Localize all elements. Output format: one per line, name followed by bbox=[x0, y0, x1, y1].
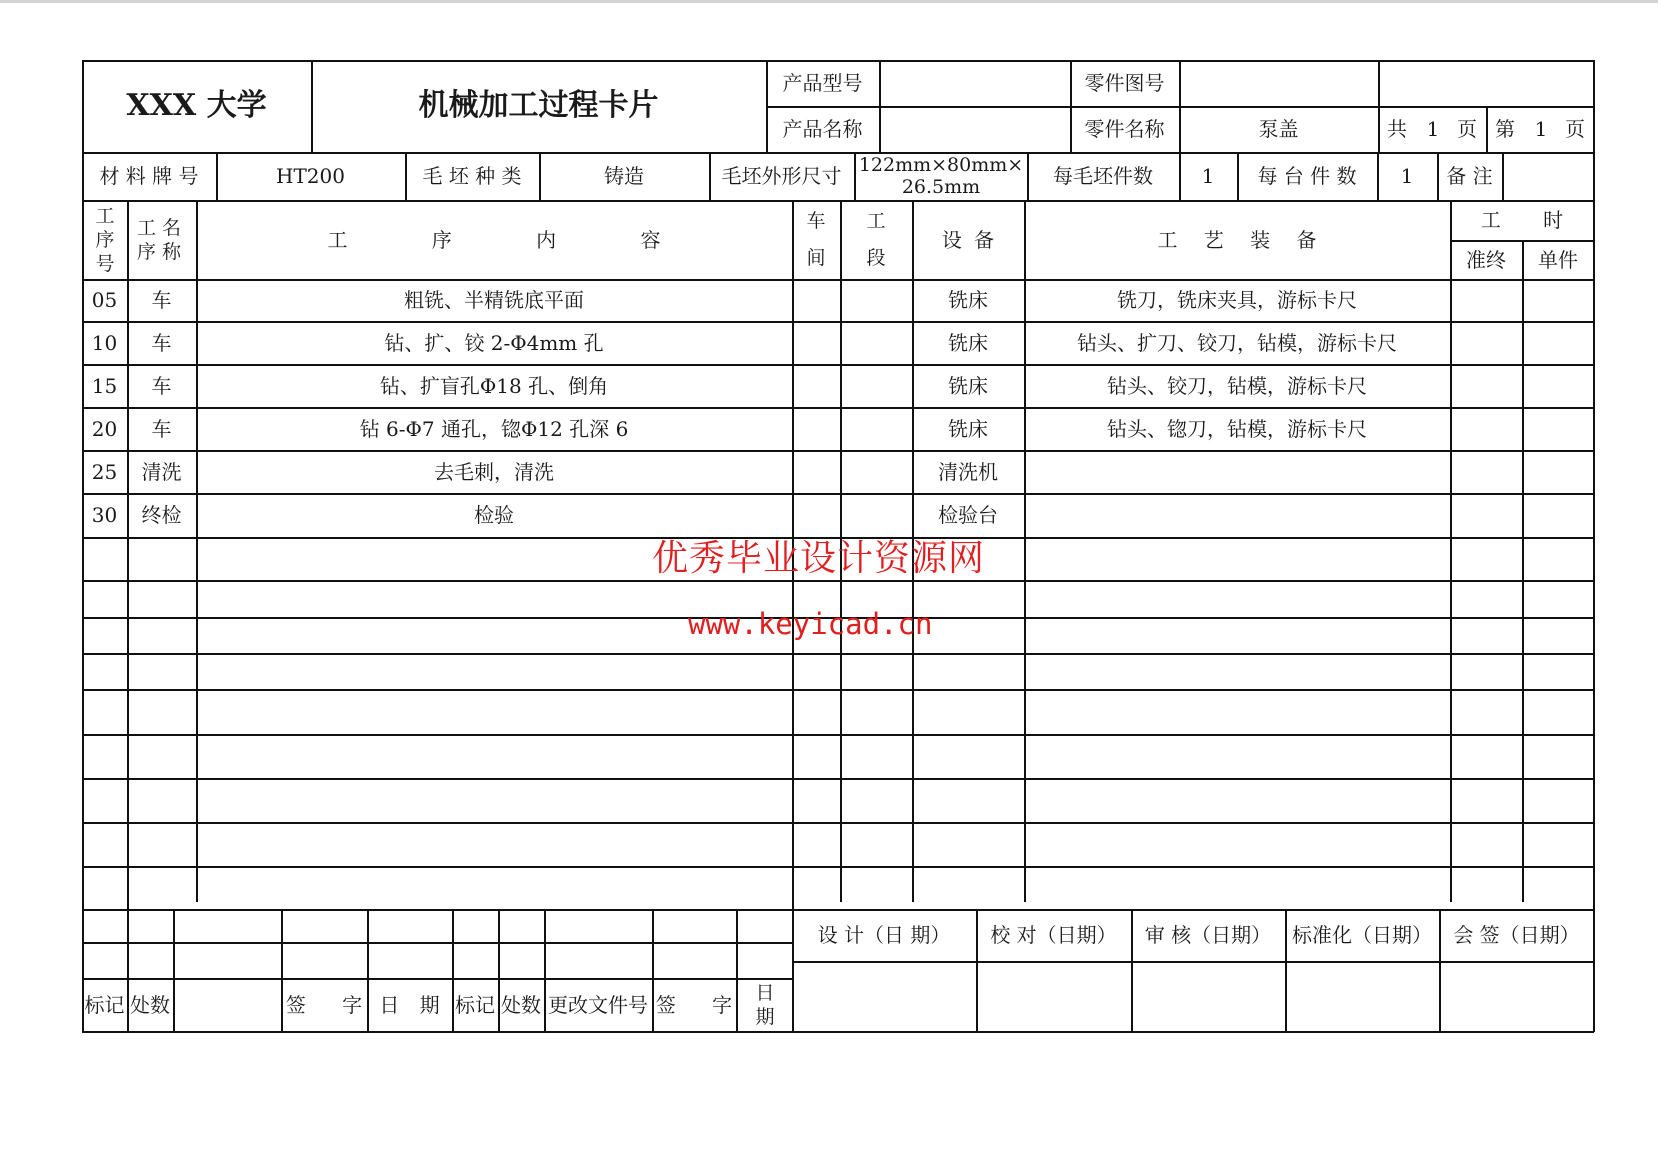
card-title: 机械加工过程卡片 bbox=[418, 88, 659, 123]
part-name-value[interactable]: 泵盖 bbox=[1258, 117, 1299, 141]
current-page-unit: 页 bbox=[1565, 117, 1585, 141]
product-model-value[interactable] bbox=[879, 60, 1070, 106]
footer-standardize-label: 标准化（日期） bbox=[1292, 923, 1432, 947]
footer-check-label: 校 对（日期） bbox=[990, 923, 1117, 947]
footer-countersign-label: 会 签（日期） bbox=[1453, 923, 1580, 947]
op-equipment: 铣床 bbox=[948, 416, 988, 441]
op-equipment: 检验台 bbox=[938, 503, 998, 527]
op-name: 车 bbox=[151, 288, 172, 312]
per-blank-value[interactable]: 1 bbox=[1201, 164, 1215, 188]
product-name-value[interactable] bbox=[879, 106, 1070, 152]
op-tooling: 钻头、铰刀，钻模，游标卡尺 bbox=[1107, 373, 1367, 398]
col-equipment: 设 备 bbox=[941, 227, 995, 252]
col-unit-time: 单件 bbox=[1538, 247, 1578, 272]
footer-review-label: 审 核（日期） bbox=[1144, 923, 1272, 947]
op-tooling bbox=[1024, 450, 1450, 493]
current-page: 1 bbox=[1534, 117, 1548, 141]
op-tooling: 钻头、扩刀、铰刀，钻模，游标卡尺 bbox=[1077, 330, 1397, 355]
op-tooling: 铣刀，铣床夹具，游标卡尺 bbox=[1117, 288, 1357, 312]
top-border-strip bbox=[0, 0, 1658, 3]
op-name: 车 bbox=[151, 330, 172, 355]
op-content: 去毛刺，清洗 bbox=[434, 459, 554, 484]
total-pages: 1 bbox=[1426, 117, 1440, 141]
op-number: 20 bbox=[91, 416, 118, 441]
op-tooling bbox=[1024, 493, 1450, 537]
op-number: 15 bbox=[91, 373, 118, 398]
per-blank-label: 每毛坯件数 bbox=[1053, 164, 1153, 188]
op-equipment: 清洗机 bbox=[938, 459, 998, 484]
op-name: 车 bbox=[151, 373, 172, 398]
op-number: 30 bbox=[91, 503, 118, 527]
footer-count-label: 处数 bbox=[130, 993, 170, 1017]
op-content: 钻 6-Φ7 通孔，锪Φ12 孔深 6 bbox=[359, 416, 629, 441]
product-name-label: 产品名称 bbox=[782, 117, 863, 141]
material-grade-label: 材 料 牌 号 bbox=[99, 164, 199, 188]
footer-date-label: 日 期 bbox=[379, 993, 440, 1017]
watermark-url: www.keyicad.cn bbox=[688, 607, 933, 641]
footer-date2-label: 日期 bbox=[755, 982, 775, 1028]
col-op-no: 工序号 bbox=[95, 205, 115, 275]
part-name-label: 零件名称 bbox=[1084, 117, 1165, 141]
op-number: 25 bbox=[91, 459, 118, 484]
remark-value[interactable] bbox=[1502, 152, 1594, 200]
op-number: 10 bbox=[91, 330, 118, 355]
product-model-label: 产品型号 bbox=[782, 71, 863, 95]
col-tooling: 工 艺 装 备 bbox=[1157, 227, 1317, 252]
blank-size-value[interactable]: 122mm×80mm×26.5mm bbox=[858, 154, 1024, 198]
op-name: 终检 bbox=[141, 503, 182, 527]
op-equipment: 铣床 bbox=[948, 373, 988, 398]
op-content: 粗铣、半精铣底平面 bbox=[404, 288, 584, 312]
grid-line bbox=[82, 734, 1594, 736]
op-equipment: 铣床 bbox=[948, 330, 988, 355]
op-name: 车 bbox=[151, 416, 172, 441]
col-workshop: 车间 bbox=[806, 210, 826, 269]
footer-count2-label: 处数 bbox=[501, 993, 541, 1017]
footer-mark-label: 标记 bbox=[84, 993, 125, 1017]
per-machine-label: 每 台 件 数 bbox=[1257, 164, 1357, 188]
op-name: 清洗 bbox=[141, 459, 182, 484]
footer-signature-label: 签 字 bbox=[285, 993, 363, 1017]
grid-line bbox=[82, 942, 792, 944]
footer-signature2-label: 签 字 bbox=[655, 993, 733, 1017]
total-page-unit: 页 bbox=[1457, 117, 1477, 141]
blank-size-label: 毛坯外形尺寸 bbox=[721, 164, 842, 188]
grid-line bbox=[1450, 200, 1452, 902]
col-prep-time: 准终 bbox=[1466, 247, 1506, 272]
op-content: 钻、扩、铰 2-Φ4mm 孔 bbox=[384, 330, 604, 355]
footer-design-label: 设 计（日 期） bbox=[817, 923, 951, 947]
school-name: XXX 大学 bbox=[126, 88, 267, 123]
grid-line bbox=[736, 909, 738, 1032]
part-drawing-value[interactable] bbox=[1179, 60, 1378, 106]
frame-line bbox=[82, 60, 84, 1032]
col-op-name: 工名序称 bbox=[136, 217, 187, 263]
op-equipment: 铣床 bbox=[948, 288, 988, 312]
per-machine-value[interactable]: 1 bbox=[1400, 164, 1414, 188]
col-hours: 工 时 bbox=[1480, 208, 1564, 232]
part-drawing-label: 零件图号 bbox=[1084, 71, 1165, 95]
op-tooling: 钻头、锪刀，钻模，游标卡尺 bbox=[1107, 416, 1367, 441]
watermark-title: 优秀毕业设计资源网 bbox=[652, 538, 986, 579]
grid-line bbox=[173, 909, 175, 1032]
remark-label: 备 注 bbox=[1446, 164, 1493, 188]
footer-change-doc-label: 更改文件号 bbox=[548, 993, 648, 1017]
total-label: 共 bbox=[1387, 117, 1407, 141]
op-content: 检验 bbox=[474, 503, 514, 527]
op-content: 钻、扩盲孔Φ18 孔、倒角 bbox=[379, 373, 609, 398]
current-label: 第 bbox=[1495, 117, 1515, 141]
grid-line bbox=[1522, 240, 1524, 902]
footer-mark2-label: 标记 bbox=[455, 993, 495, 1017]
grid-line bbox=[792, 961, 1594, 963]
grid-line bbox=[82, 822, 1594, 824]
op-number: 05 bbox=[91, 288, 118, 312]
grid-line bbox=[1486, 106, 1488, 152]
col-section: 工段 bbox=[866, 210, 886, 269]
grid-line bbox=[82, 866, 1594, 868]
grid-line bbox=[82, 689, 1594, 691]
blank-type-value[interactable]: 铸造 bbox=[604, 164, 644, 188]
material-grade-value[interactable]: HT200 bbox=[276, 164, 345, 188]
blank-type-label: 毛 坯 种 类 bbox=[422, 164, 522, 188]
col-content: 工 序 内 容 bbox=[327, 227, 661, 252]
grid-line bbox=[82, 778, 1594, 780]
grid-line bbox=[82, 653, 1594, 655]
